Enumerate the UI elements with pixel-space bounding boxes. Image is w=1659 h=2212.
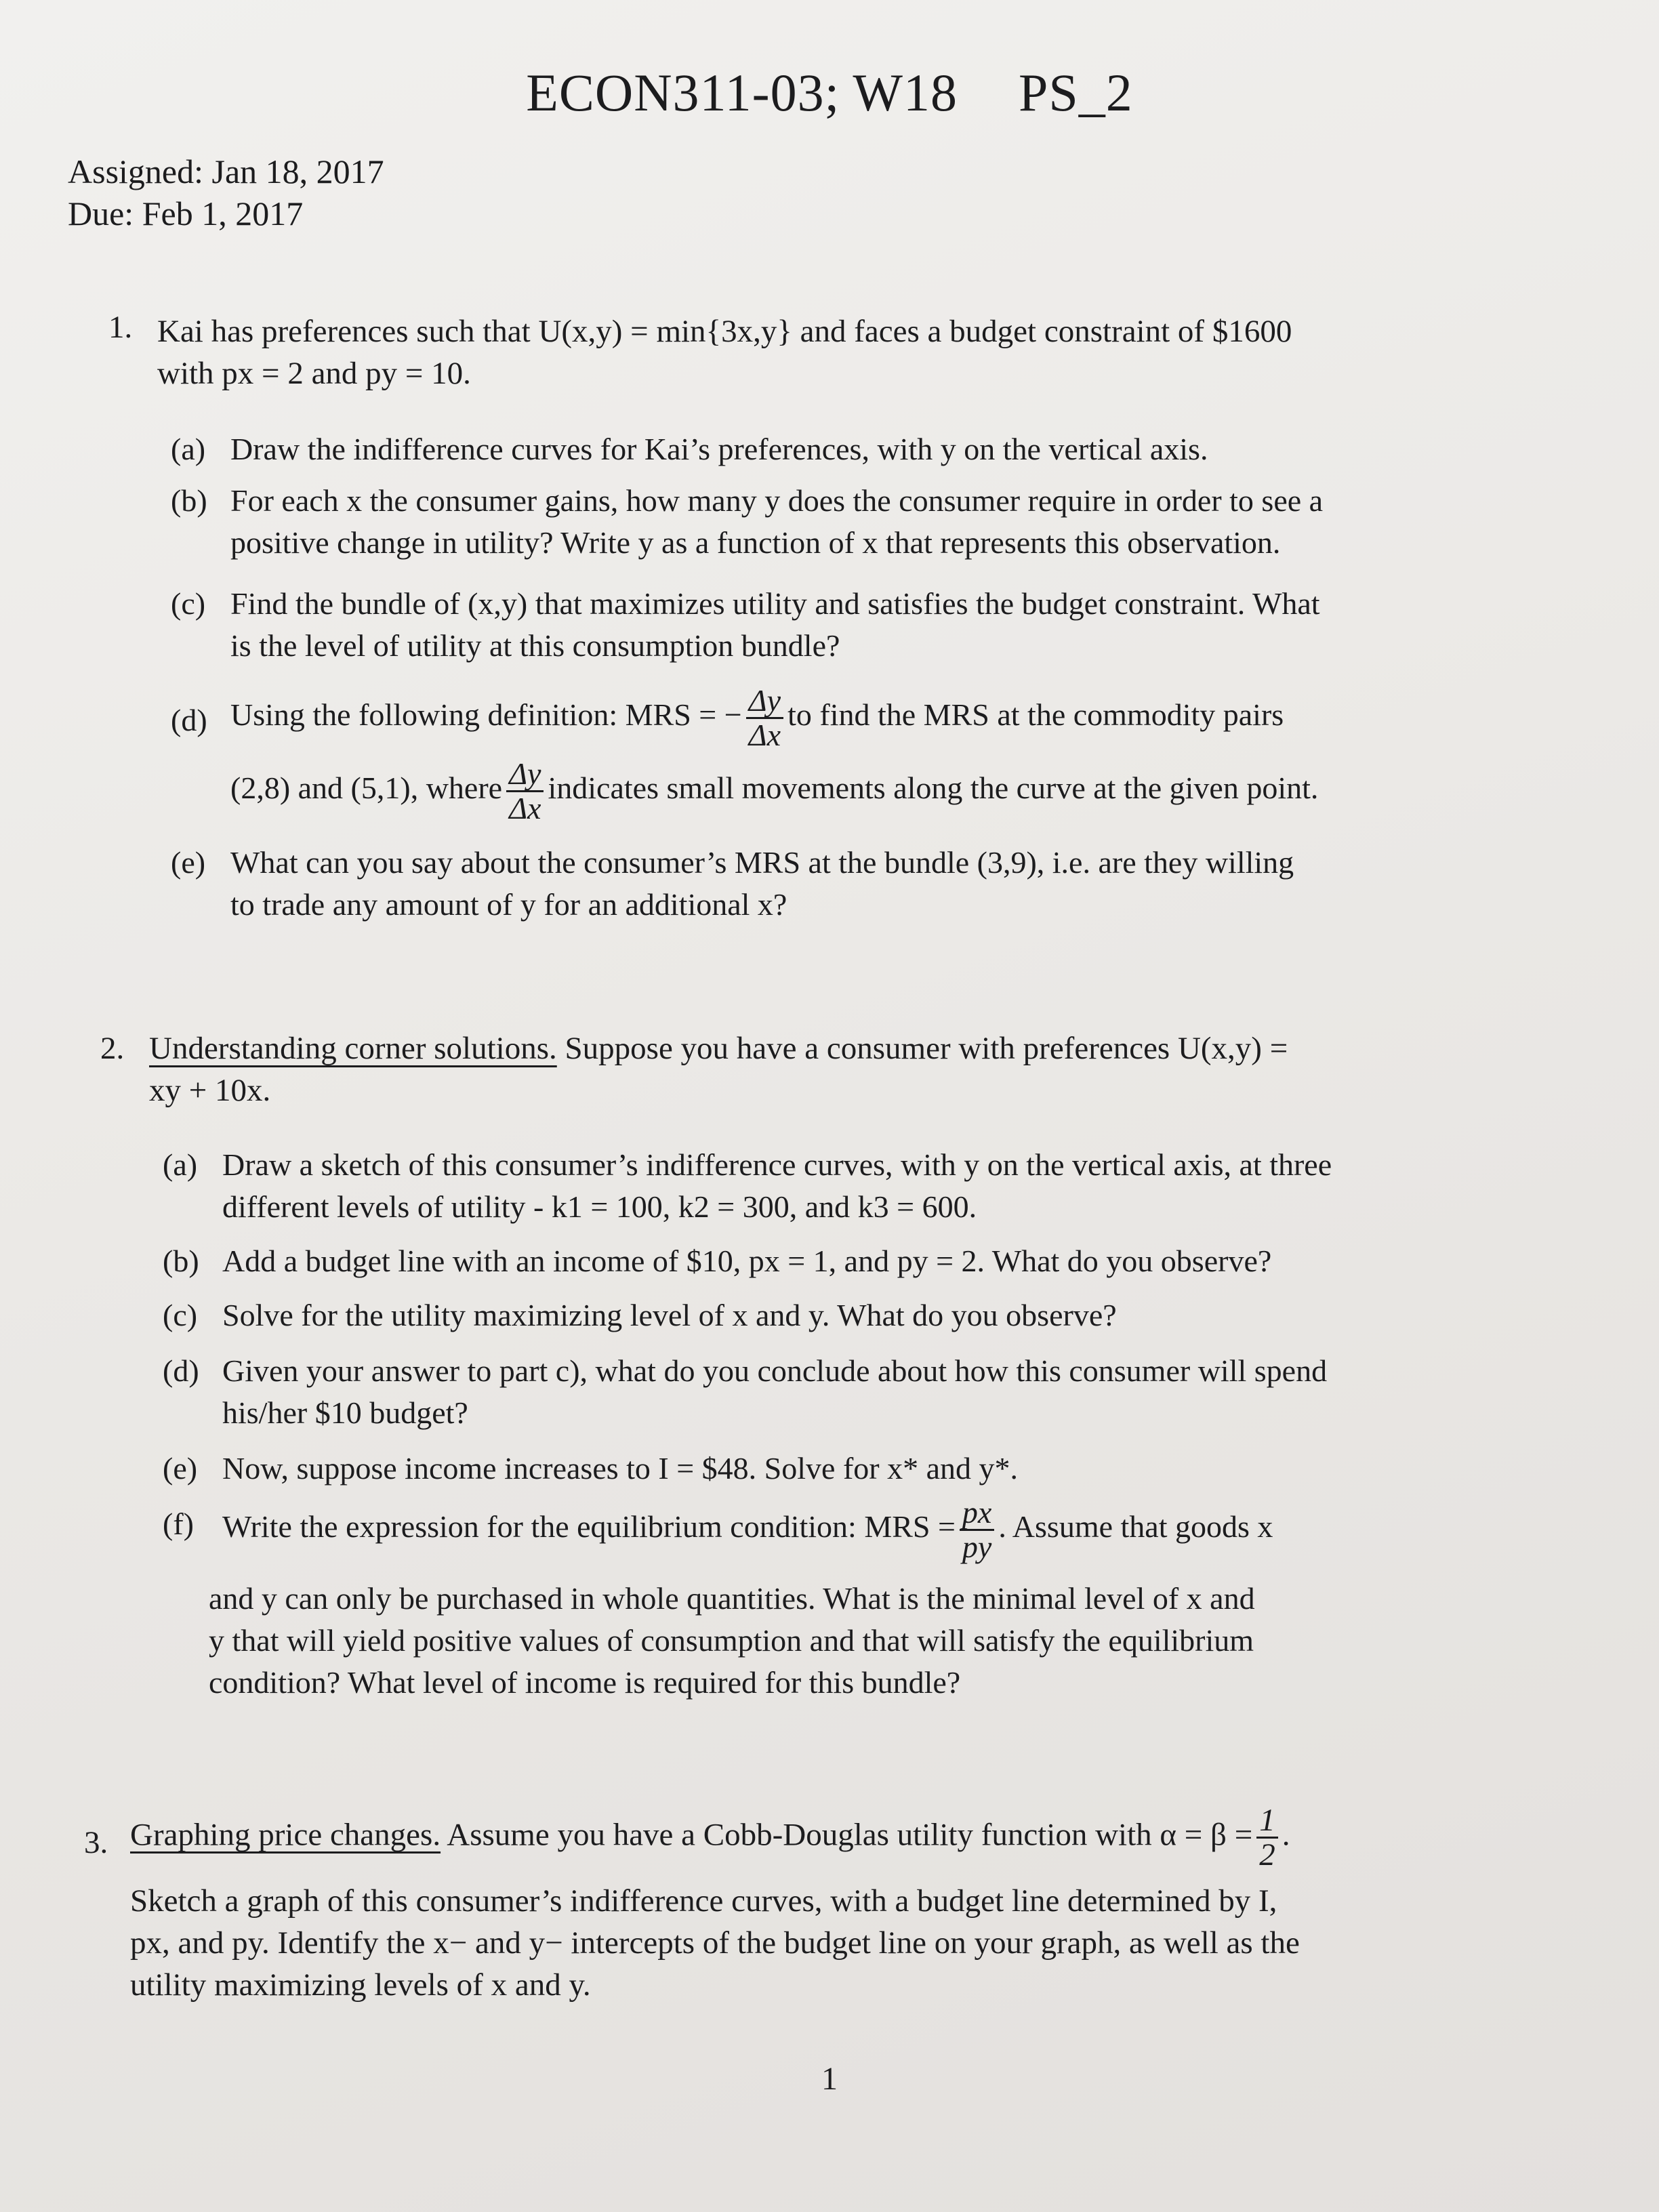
q3-number: 3. — [84, 1825, 108, 1860]
q3-line2: Sketch a graph of this consumer’s indifference curves, with a budget line determined by I, — [130, 1883, 1277, 1919]
q3-fraction — [1256, 1804, 1278, 1871]
q1-part-b — [171, 480, 1567, 564]
q3-line3: px, and py. Identify the x− and y− intercepts of the budget line on your graph, as well as the — [130, 1925, 1300, 1961]
q1b-line1: For each x the consumer gains, how many y does the consumer require in order to see a — [230, 483, 1324, 518]
q2b-text: Add a budget line with an income of $10, px = 1, and py = 2. What do you observe? — [222, 1244, 1272, 1278]
q1a-label: (a) — [171, 432, 206, 466]
q2-line1 — [149, 1027, 1288, 1069]
assigned-date: Assigned: Jan 18, 2017 — [68, 152, 384, 190]
q1-part-d — [171, 684, 1594, 834]
q2a-line2: different levels of utility - k1 = 100, k2 = 300, and k3 = 600. — [222, 1189, 977, 1224]
q3-line1-rest: Assume you have a Cobb-Douglas utility function with α = β = — [447, 1817, 1253, 1853]
q2f-pre: Write the expression for the equilibrium condition: MRS = — [222, 1509, 956, 1544]
q2f-frac-den: py — [962, 1530, 992, 1564]
q3-frac-num: 1 — [1256, 1804, 1278, 1839]
q1b-label: (b) — [171, 483, 207, 518]
q1d-frac-den: Δx — [748, 718, 781, 752]
q1e-label: (e) — [171, 845, 206, 880]
q2-line1-rest: Suppose you have a consumer with preferences U(x,y) = — [565, 1031, 1288, 1066]
q1-line1: Kai has preferences such that U(x,y) = min{3x,y} and faces a budget constraint of $1600 — [157, 314, 1292, 349]
q3-heading: Graphing price changes. — [130, 1817, 441, 1853]
course-code: ECON311-03; W18 — [526, 63, 958, 122]
q2c-label: (c) — [163, 1298, 198, 1332]
q2-line2: xy + 10x. — [149, 1073, 271, 1108]
q1d-post: to find the MRS at the commodity pairs — [787, 697, 1284, 733]
q2f-label: (f) — [163, 1507, 194, 1541]
q2d-line2: his/her $10 budget? — [222, 1395, 468, 1430]
q1d-frac-num: Δy — [746, 684, 783, 719]
q1-part-e — [171, 842, 1567, 926]
q2f-frac-num: px — [960, 1496, 994, 1531]
q2d-label: (d) — [163, 1353, 199, 1388]
q2f-post: . Assume that goods x — [998, 1509, 1273, 1544]
q2c-text: Solve for the utility maximizing level of x and y. What do you observe? — [222, 1298, 1117, 1332]
q1c-label: (c) — [171, 586, 206, 621]
q1c-line1: Find the bundle of (x,y) that maximizes utility and satisfies the budget constraint. What — [230, 586, 1320, 621]
q2a-line1: Draw a sketch of this consumer’s indifference curves, with y on the vertical axis, at three — [222, 1147, 1332, 1182]
page-title — [0, 62, 1659, 123]
q2f-line4: condition? What level of income is required for this bundle? — [209, 1665, 961, 1700]
due-date: Due: Feb 1, 2017 — [68, 194, 304, 232]
q1-number: 1. — [108, 310, 133, 345]
q1e-line2: to trade any amount of y for an additional x? — [230, 887, 787, 922]
q2f-line3: y that will yield positive values of consumption and that will satisfy the equilibrium — [209, 1623, 1254, 1658]
problem-set-label: PS_2 — [1019, 63, 1133, 122]
q1b-line2: positive change in utility? Write y as a function of x that represents this observation. — [230, 525, 1281, 560]
page-number: 1 — [821, 2061, 838, 2097]
q2-part-c — [163, 1294, 1572, 1336]
q2-part-f — [163, 1496, 1586, 1720]
q1d-line2 — [230, 758, 1318, 825]
q1d-line2-pre: (2,8) and (5,1), where — [230, 771, 503, 806]
q2-number: 2. — [100, 1031, 125, 1066]
q2e-label: (e) — [163, 1451, 198, 1486]
q3-line1: Graphing price changes. Assume you have a Cobb-Douglas utility function with α = β = $\frac{1}{2}$ . — [130, 1803, 1290, 1872]
q2-part-b — [163, 1240, 1572, 1282]
q1-part-a — [171, 428, 1567, 470]
q2-heading: Understanding corner solutions. — [149, 1031, 557, 1066]
q1d-frac2-num: Δy — [506, 758, 544, 792]
q1-line2: with px = 2 and py = 10. — [157, 356, 471, 391]
q2b-label: (b) — [163, 1244, 199, 1278]
q1e-line1: What can you say about the consumer’s MRS at the bundle (3,9), i.e. are they willing — [230, 845, 1294, 880]
q2d-line1: Given your answer to part c), what do you conclude about how this consumer will spend — [222, 1353, 1328, 1388]
q1d-label: (d) — [171, 703, 207, 737]
q2-part-d — [163, 1350, 1572, 1434]
q1d-pre: Using the following definition: MRS = − — [230, 697, 742, 733]
q1d-fraction — [746, 684, 783, 752]
q1d-line2-post: indicates small movements along the curve at the given point. — [548, 771, 1319, 806]
q1-part-c — [171, 583, 1567, 667]
q3-frac-den: 2 — [1259, 1837, 1275, 1872]
q2f-line2: and y can only be purchased in whole quantities. What is the minimal level of x and — [209, 1581, 1255, 1616]
q3-line4: utility maximizing levels of x and y. — [130, 1967, 591, 2003]
q2e-text: Now, suppose income increases to I = $48. Solve for x* and y*. — [222, 1451, 1019, 1486]
q2f-fraction — [960, 1496, 994, 1563]
q2f-line1 — [222, 1496, 1273, 1563]
q1d-line1 — [230, 684, 1284, 752]
q1d-frac2-den: Δx — [509, 791, 541, 825]
q1d-fraction-2 — [506, 758, 544, 825]
q1a-text: Draw the indifference curves for Kai’s preferences, with y on the vertical axis. — [230, 432, 1208, 466]
q2-part-a — [163, 1144, 1572, 1228]
q2a-label: (a) — [163, 1147, 198, 1182]
q1c-line2: is the level of utility at this consumption bundle? — [230, 628, 840, 663]
q2-part-e — [163, 1448, 1572, 1490]
